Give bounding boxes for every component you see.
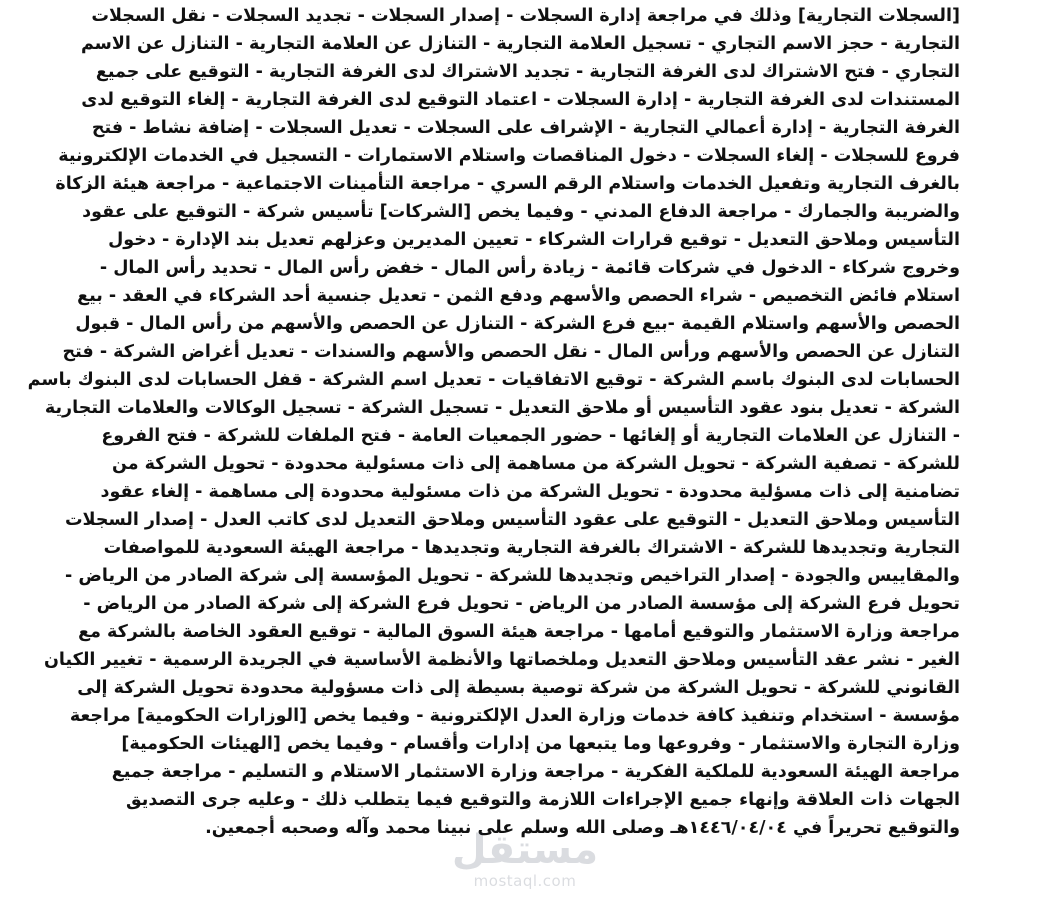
document-line: التنازل عن الحصص والأسهم ورأس المال - نقل الحصص والأسهم والسندات - تعديل أغراض الشركة - فتح xyxy=(62,342,960,362)
mostaql-watermark xyxy=(440,828,610,890)
document-line: للشركة - تصفية الشركة - تحويل الشركة من مساهمة إلى ذات مسئولية محدودة - تحويل الشركة من xyxy=(111,454,960,474)
document-line: التجارية وتجديدها للشركة - الاشتراك بالغرفة التجارية وتجديدها - مراجعة الهيئة السعودية للمواصفات xyxy=(103,538,960,558)
document-line: وزارة التجارة والاستثمار - وفروعها وما يتبعها من إدارات وأقسام - وفيما يخص [الهيئات الحكومية] xyxy=(121,734,960,754)
document-line: فروع للسجلات - إلغاء السجلات - دخول المناقصات واستلام الاستمارات - التسجيل في الخدمات الإلكترونية xyxy=(58,146,960,166)
document-line: تضامنية إلى ذات مسؤلية محدودة - تحويل الشركة من ذات مسئولية محدودة إلى مساهمة - إلغاء عقود xyxy=(100,482,960,502)
document-line: والمقاييس والجودة - إصدار التراخيص وتجديدها للشركة - تحويل المؤسسة إلى شركة الصادر من الرياض - xyxy=(65,566,960,586)
document-line: [السجلات التجارية] وذلك في مراجعة إدارة السجلات - إصدار السجلات - تجديد السجلات - نقل السجلات xyxy=(91,6,960,26)
document-line: استلام فائض التخصيص - شراء الحصص والأسهم ودفع الثمن - تعديل جنسية أحد الشركاء في العقد - بيع xyxy=(77,286,960,306)
document-line: مراجعة الهيئة السعودية للملكية الفكرية - مراجعة وزارة الاستثمار الاستلام و التسليم - مراجعة جميع xyxy=(111,762,960,782)
document-line: الحصص والأسهم واستلام القيمة -بيع فرع الشركة - التنازل عن الحصص والأسهم من رأس المال - قبول xyxy=(75,314,960,334)
document-line: والضريبة والجمارك - مراجعة الدفاع المدني - وفيما يخص [الشركات] تأسيس شركة - التوقيع على عقود xyxy=(82,202,960,222)
document-line: الشركة - تعديل بنود عقود التأسيس أو ملاحق التعديل - تسجيل الشركة - تسجيل الوكالات والعلامات التجارية xyxy=(44,398,960,418)
document-line: الجهات ذات العلاقة وإنهاء جميع الإجراءات اللازمة والتوقيع فيما يتطلب ذلك - وعليه جرى التصديق xyxy=(126,790,960,810)
document-line: الحسابات لدى البنوك باسم الشركة - توقيع الاتفاقيات - تعديل اسم الشركة - قفل الحسابات لدى البنوك باسم xyxy=(27,370,960,390)
document-line: تحويل فرع الشركة إلى مؤسسة الصادر من الرياض - تحويل فرع الشركة إلى شركة الصادر من الرياض - xyxy=(83,594,960,614)
document-body xyxy=(27,2,960,842)
document-line: التأسيس وملاحق التعديل - التوقيع على عقود التأسيس وملاحق التعديل لدى كاتب العدل - إصدار السجلات xyxy=(64,510,960,530)
document-line: مؤسسة - استخدام وتنفيذ كافة خدمات وزارة العدل الإلكترونية - وفيما يخص [الوزارات الحكومية] مراجعة xyxy=(69,706,960,726)
document-line: التجاري - فتح الاشتراك لدى الغرفة التجارية - تجديد الاشتراك لدى الغرفة التجارية - التوقيع على جميع xyxy=(95,62,960,82)
document-line: التجارية - حجز الاسم التجاري - تسجيل العلامة التجارية - التنازل عن العلامة التجارية - التنازل عن الاسم xyxy=(80,34,960,54)
document-line: والتوقيع تحريراً في ١٤٤٦/٠٤/٠٤هـ وصلى الله وسلم على نبينا محمد وآله وصحبه أجمعين. xyxy=(205,818,960,838)
document-line: وخروج شركاء - الدخول في شركات قائمة - زيادة رأس المال - خفض رأس المال - تحديد رأس المال - xyxy=(99,258,960,278)
document-line: الغير - نشر عقد التأسيس وملاحق التعديل وملخصاتها والأنظمة الأساسية في الجريدة الرسمية - تغيير الكيان xyxy=(43,650,960,670)
document-line: التأسيس وملاحق التعديل - توقيع قرارات الشركاء - تعيين المديرين وعزلهم تعديل بند الإدارة - دخول xyxy=(108,230,960,250)
document-line: بالغرف التجارية وتفعيل الخدمات واستلام الرقم السري - مراجعة التأمينات الاجتماعية - مراجعة هيئة الزكاة xyxy=(55,174,960,194)
watermark-site: mostaql.com xyxy=(473,872,577,890)
document-line: - التنازل عن العلامات التجارية أو إلغائها - حضور الجمعيات العامة - فتح الملفات للشركة - فتح الفروع xyxy=(101,426,960,446)
watermark-logo: مستقل xyxy=(451,827,599,873)
document-line: الغرفة التجارية - إدارة أعمالي التجارية - الإشراف على السجلات - تعديل السجلات - إضافة نشاط - فتح xyxy=(91,118,960,138)
document-line: القانوني للشركة - تحويل الشركة من شركة توصية بسيطة إلى ذات مسؤولية محدودة تحويل الشركة إلى xyxy=(77,678,960,698)
document-line: مراجعة وزارة الاستثمار والتوقيع أمامها - مراجعة هيئة السوق المالية - توقيع العقود الخاصة بالشركة مع xyxy=(78,622,960,642)
document-line: المستندات لدى الغرفة التجارية - إدارة السجلات - اعتماد التوقيع لدى الغرفة التجارية - إلغاء التوقيع لدى xyxy=(81,90,960,110)
